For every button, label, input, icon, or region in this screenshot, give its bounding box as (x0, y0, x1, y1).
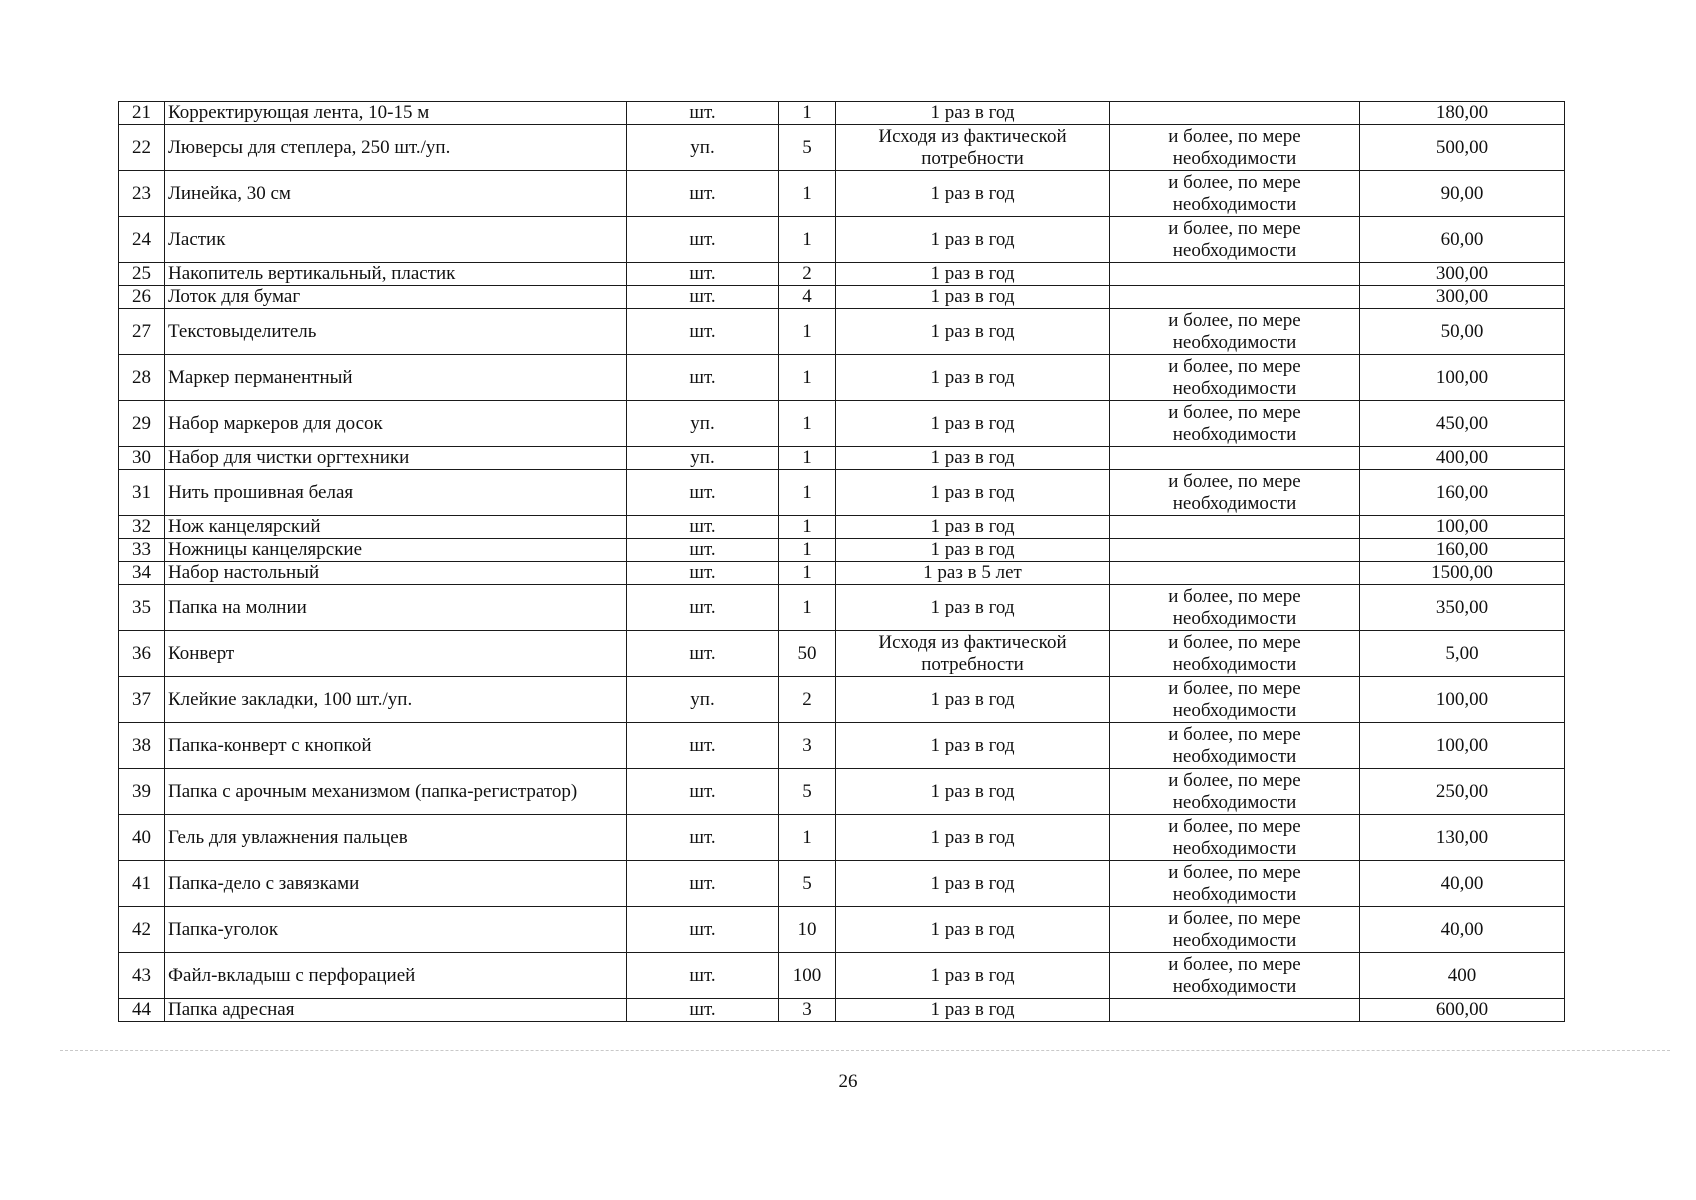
row-number-cell: 32 (119, 516, 165, 539)
item-name-cell: Клейкие закладки, 100 шт./уп. (165, 677, 627, 723)
page-bottom-rule (60, 1050, 1670, 1051)
note-cell: и более, по мере необходимости (1110, 585, 1360, 631)
quantity-cell: 3 (779, 999, 836, 1022)
table-row (119, 677, 1565, 723)
row-number-cell: 29 (119, 401, 165, 447)
quantity-cell: 1 (779, 217, 836, 263)
quantity-cell: 100 (779, 953, 836, 999)
unit-cell: шт. (627, 723, 779, 769)
item-name-cell: Набор настольный (165, 562, 627, 585)
price-cell: 500,00 (1360, 125, 1565, 171)
table-row (119, 631, 1565, 677)
item-name-cell: Ластик (165, 217, 627, 263)
price-cell: 350,00 (1360, 585, 1565, 631)
row-number-cell: 27 (119, 309, 165, 355)
table-row (119, 999, 1565, 1022)
row-number-cell: 22 (119, 125, 165, 171)
quantity-cell: 1 (779, 815, 836, 861)
note-cell: и более, по мере необходимости (1110, 217, 1360, 263)
row-number-cell: 42 (119, 907, 165, 953)
table-row (119, 769, 1565, 815)
note-cell (1110, 102, 1360, 125)
table-row (119, 723, 1565, 769)
item-name-cell: Папка адресная (165, 999, 627, 1022)
table-row (119, 217, 1565, 263)
unit-cell: шт. (627, 217, 779, 263)
note-cell: и более, по мере необходимости (1110, 355, 1360, 401)
price-cell: 50,00 (1360, 309, 1565, 355)
unit-cell: шт. (627, 815, 779, 861)
note-cell: и более, по мере необходимости (1110, 953, 1360, 999)
quantity-cell: 1 (779, 401, 836, 447)
row-number-cell: 39 (119, 769, 165, 815)
price-cell: 5,00 (1360, 631, 1565, 677)
row-number-cell: 23 (119, 171, 165, 217)
row-number-cell: 25 (119, 263, 165, 286)
quantity-cell: 1 (779, 516, 836, 539)
table-row (119, 562, 1565, 585)
frequency-cell: 1 раз в год (836, 263, 1110, 286)
price-cell: 40,00 (1360, 861, 1565, 907)
note-cell: и более, по мере необходимости (1110, 631, 1360, 677)
quantity-cell: 3 (779, 723, 836, 769)
unit-cell: уп. (627, 447, 779, 470)
item-name-cell: Гель для увлажнения пальцев (165, 815, 627, 861)
note-cell: и более, по мере необходимости (1110, 171, 1360, 217)
price-cell: 160,00 (1360, 470, 1565, 516)
table-row (119, 815, 1565, 861)
item-name-cell: Нож канцелярский (165, 516, 627, 539)
frequency-cell: 1 раз в год (836, 355, 1110, 401)
frequency-cell: 1 раз в год (836, 401, 1110, 447)
note-cell: и более, по мере необходимости (1110, 861, 1360, 907)
quantity-cell: 1 (779, 539, 836, 562)
row-number-cell: 40 (119, 815, 165, 861)
item-name-cell: Корректирующая лента, 10-15 м (165, 102, 627, 125)
row-number-cell: 37 (119, 677, 165, 723)
unit-cell: шт. (627, 562, 779, 585)
table-row (119, 539, 1565, 562)
unit-cell: уп. (627, 125, 779, 171)
price-cell: 160,00 (1360, 539, 1565, 562)
price-cell: 400,00 (1360, 447, 1565, 470)
frequency-cell: Исходя из фактической потребности (836, 631, 1110, 677)
price-cell: 600,00 (1360, 999, 1565, 1022)
frequency-cell: 1 раз в год (836, 217, 1110, 263)
price-cell: 300,00 (1360, 286, 1565, 309)
row-number-cell: 33 (119, 539, 165, 562)
price-cell: 100,00 (1360, 723, 1565, 769)
unit-cell: шт. (627, 953, 779, 999)
unit-cell: шт. (627, 355, 779, 401)
quantity-cell: 5 (779, 125, 836, 171)
frequency-cell: 1 раз в год (836, 286, 1110, 309)
unit-cell: шт. (627, 585, 779, 631)
item-name-cell: Папка с арочным механизмом (папка-регистратор) (165, 769, 627, 815)
frequency-cell: 1 раз в год (836, 102, 1110, 125)
frequency-cell: 1 раз в год (836, 470, 1110, 516)
note-cell (1110, 447, 1360, 470)
row-number-cell: 24 (119, 217, 165, 263)
table-row (119, 447, 1565, 470)
row-number-cell: 31 (119, 470, 165, 516)
frequency-cell: 1 раз в год (836, 999, 1110, 1022)
table-row (119, 171, 1565, 217)
item-name-cell: Папка-уголок (165, 907, 627, 953)
row-number-cell: 44 (119, 999, 165, 1022)
unit-cell: шт. (627, 769, 779, 815)
unit-cell: шт. (627, 631, 779, 677)
table-row (119, 309, 1565, 355)
item-name-cell: Маркер перманентный (165, 355, 627, 401)
page-number: 26 (838, 1071, 858, 1092)
note-cell (1110, 286, 1360, 309)
price-cell: 100,00 (1360, 355, 1565, 401)
item-name-cell: Набор для чистки оргтехники (165, 447, 627, 470)
frequency-cell: 1 раз в 5 лет (836, 562, 1110, 585)
frequency-cell: 1 раз в год (836, 677, 1110, 723)
row-number-cell: 43 (119, 953, 165, 999)
frequency-cell: 1 раз в год (836, 447, 1110, 470)
price-cell: 450,00 (1360, 401, 1565, 447)
table-row (119, 263, 1565, 286)
note-cell: и более, по мере необходимости (1110, 723, 1360, 769)
price-cell: 300,00 (1360, 263, 1565, 286)
row-number-cell: 21 (119, 102, 165, 125)
row-number-cell: 28 (119, 355, 165, 401)
table-row (119, 861, 1565, 907)
price-cell: 90,00 (1360, 171, 1565, 217)
frequency-cell: 1 раз в год (836, 309, 1110, 355)
frequency-cell: 1 раз в год (836, 539, 1110, 562)
frequency-cell: 1 раз в год (836, 907, 1110, 953)
frequency-cell: 1 раз в год (836, 953, 1110, 999)
item-name-cell: Ножницы канцелярские (165, 539, 627, 562)
quantity-cell: 1 (779, 470, 836, 516)
frequency-cell: 1 раз в год (836, 585, 1110, 631)
row-number-cell: 34 (119, 562, 165, 585)
table-body (119, 102, 1565, 1022)
note-cell: и более, по мере необходимости (1110, 470, 1360, 516)
row-number-cell: 36 (119, 631, 165, 677)
quantity-cell: 10 (779, 907, 836, 953)
table-row (119, 401, 1565, 447)
note-cell (1110, 516, 1360, 539)
note-cell: и более, по мере необходимости (1110, 815, 1360, 861)
table-row (119, 907, 1565, 953)
row-number-cell: 35 (119, 585, 165, 631)
frequency-cell: 1 раз в год (836, 723, 1110, 769)
row-number-cell: 26 (119, 286, 165, 309)
table-row (119, 470, 1565, 516)
quantity-cell: 50 (779, 631, 836, 677)
quantity-cell: 5 (779, 769, 836, 815)
table-row (119, 125, 1565, 171)
quantity-cell: 2 (779, 263, 836, 286)
frequency-cell: Исходя из фактической потребности (836, 125, 1110, 171)
frequency-cell: 1 раз в год (836, 516, 1110, 539)
quantity-cell: 1 (779, 562, 836, 585)
unit-cell: шт. (627, 999, 779, 1022)
item-name-cell: Лоток для бумаг (165, 286, 627, 309)
unit-cell: уп. (627, 401, 779, 447)
price-cell: 180,00 (1360, 102, 1565, 125)
unit-cell: уп. (627, 677, 779, 723)
quantity-cell: 4 (779, 286, 836, 309)
unit-cell: шт. (627, 907, 779, 953)
table-row (119, 355, 1565, 401)
unit-cell: шт. (627, 470, 779, 516)
row-number-cell: 41 (119, 861, 165, 907)
price-cell: 100,00 (1360, 516, 1565, 539)
quantity-cell: 1 (779, 171, 836, 217)
item-name-cell: Текстовыделитель (165, 309, 627, 355)
item-name-cell: Набор маркеров для досок (165, 401, 627, 447)
note-cell (1110, 539, 1360, 562)
item-name-cell: Люверсы для степлера, 250 шт./уп. (165, 125, 627, 171)
note-cell: и более, по мере необходимости (1110, 677, 1360, 723)
quantity-cell: 1 (779, 102, 836, 125)
frequency-cell: 1 раз в год (836, 815, 1110, 861)
note-cell: и более, по мере необходимости (1110, 769, 1360, 815)
note-cell: и более, по мере необходимости (1110, 125, 1360, 171)
row-number-cell: 30 (119, 447, 165, 470)
item-name-cell: Накопитель вертикальный, пластик (165, 263, 627, 286)
quantity-cell: 1 (779, 585, 836, 631)
note-cell: и более, по мере необходимости (1110, 907, 1360, 953)
table-row (119, 102, 1565, 125)
item-name-cell: Нить прошивная белая (165, 470, 627, 516)
unit-cell: шт. (627, 309, 779, 355)
table-row (119, 286, 1565, 309)
note-cell (1110, 263, 1360, 286)
price-cell: 60,00 (1360, 217, 1565, 263)
note-cell: и более, по мере необходимости (1110, 309, 1360, 355)
item-name-cell: Папка-дело с завязками (165, 861, 627, 907)
item-name-cell: Папка на молнии (165, 585, 627, 631)
table-row (119, 953, 1565, 999)
price-cell: 250,00 (1360, 769, 1565, 815)
unit-cell: шт. (627, 539, 779, 562)
frequency-cell: 1 раз в год (836, 171, 1110, 217)
note-cell (1110, 562, 1360, 585)
table-row (119, 516, 1565, 539)
quantity-cell: 1 (779, 355, 836, 401)
price-cell: 1500,00 (1360, 562, 1565, 585)
frequency-cell: 1 раз в год (836, 861, 1110, 907)
item-name-cell: Линейка, 30 см (165, 171, 627, 217)
unit-cell: шт. (627, 286, 779, 309)
price-cell: 40,00 (1360, 907, 1565, 953)
quantity-cell: 5 (779, 861, 836, 907)
supplies-table (118, 101, 1565, 1022)
frequency-cell: 1 раз в год (836, 769, 1110, 815)
table-row (119, 585, 1565, 631)
quantity-cell: 2 (779, 677, 836, 723)
item-name-cell: Конверт (165, 631, 627, 677)
price-cell: 130,00 (1360, 815, 1565, 861)
unit-cell: шт. (627, 102, 779, 125)
unit-cell: шт. (627, 861, 779, 907)
note-cell (1110, 999, 1360, 1022)
quantity-cell: 1 (779, 447, 836, 470)
unit-cell: шт. (627, 263, 779, 286)
unit-cell: шт. (627, 171, 779, 217)
item-name-cell: Файл-вкладыш с перфорацией (165, 953, 627, 999)
item-name-cell: Папка-конверт с кнопкой (165, 723, 627, 769)
row-number-cell: 38 (119, 723, 165, 769)
price-cell: 100,00 (1360, 677, 1565, 723)
note-cell: и более, по мере необходимости (1110, 401, 1360, 447)
price-cell: 400 (1360, 953, 1565, 999)
unit-cell: шт. (627, 516, 779, 539)
quantity-cell: 1 (779, 309, 836, 355)
